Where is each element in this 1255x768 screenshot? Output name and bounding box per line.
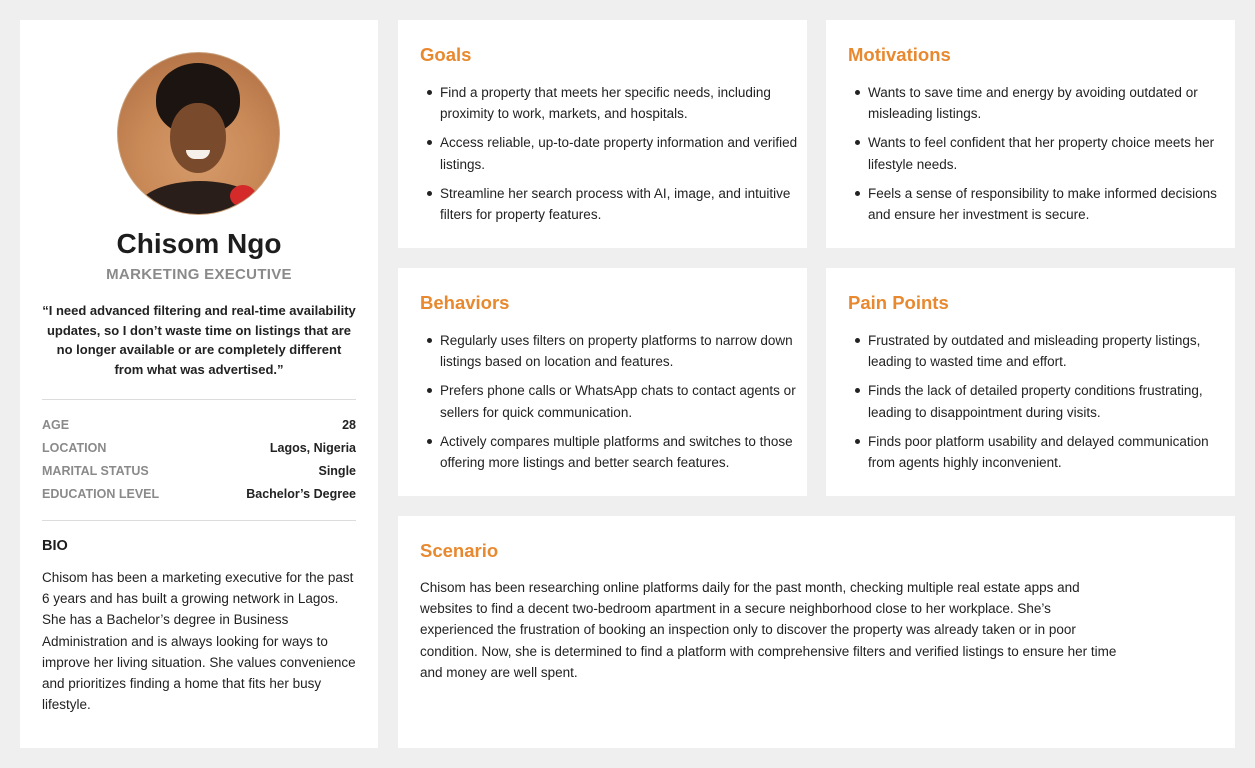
attribute-value: 28 bbox=[342, 418, 356, 432]
goals-heading: Goals bbox=[420, 44, 472, 65]
behaviors-heading: Behaviors bbox=[420, 292, 510, 313]
bio-heading: BIO bbox=[42, 538, 68, 554]
list-item: Streamline her search process with AI, image, and intuitive filters for property features. bbox=[420, 183, 800, 225]
attribute-label: AGE bbox=[42, 418, 70, 432]
attribute-label: MARITAL STATUS bbox=[42, 464, 149, 478]
persona-quote: “I need advanced filtering and real-time availability updates, so I don’t waste time on listings that are no longer available or are completely different from what was advertised.” bbox=[42, 303, 356, 377]
list-item: Wants to save time and energy by avoiding outdated or misleading listings. bbox=[848, 82, 1228, 124]
behaviors-card bbox=[398, 268, 807, 496]
attribute-row-age bbox=[42, 415, 356, 435]
list-item: Finds the lack of detailed property conditions frustrating, leading to disappointment during visits. bbox=[848, 380, 1228, 422]
divider bbox=[42, 520, 356, 521]
attribute-label: EDUCATION LEVEL bbox=[42, 487, 160, 501]
persona-profile-card bbox=[20, 20, 378, 748]
attribute-row-location bbox=[42, 438, 356, 458]
scenario-heading: Scenario bbox=[420, 540, 499, 561]
list-item: Wants to feel confident that her property choice meets her lifestyle needs. bbox=[848, 132, 1228, 174]
attribute-value: Lagos, Nigeria bbox=[269, 441, 356, 455]
attribute-value: Bachelor’s Degree bbox=[246, 487, 356, 501]
attribute-value: Single bbox=[318, 464, 356, 478]
motivations-card bbox=[826, 20, 1235, 248]
attribute-row-education-level bbox=[42, 484, 356, 504]
motivations-list bbox=[848, 82, 1228, 233]
behaviors-list bbox=[420, 330, 800, 481]
goals-list bbox=[420, 82, 800, 233]
attribute-label: LOCATION bbox=[42, 441, 107, 455]
persona-name: Chisom Ngo bbox=[116, 228, 282, 259]
pain-points-heading: Pain Points bbox=[848, 292, 949, 313]
attribute-row-marital-status bbox=[42, 461, 356, 481]
list-item: Prefers phone calls or WhatsApp chats to contact agents or sellers for quick communication. bbox=[420, 380, 800, 422]
list-item: Finds poor platform usability and delayed communication from agents highly inconvenient. bbox=[848, 431, 1228, 473]
motivations-heading: Motivations bbox=[848, 44, 951, 65]
list-item: Actively compares multiple platforms and switches to those offering more listings and better search features. bbox=[420, 431, 800, 473]
scenario-text: Chisom has been researching online platforms daily for the past month, checking multiple real estate apps and websites to find a decent two-bedroom apartment in a secure neighborhood close to her workplace. She’s experienced the frustration of booking an inspection only to discover the property was already taken or in poor condition. Now, she is determined to find a platform with comprehensive filters and verified listings to ensure her time and money are well spent. bbox=[420, 580, 1117, 680]
scenario-card bbox=[398, 516, 1235, 748]
list-item: Find a property that meets her specific needs, including proximity to work, markets, and hospitals. bbox=[420, 82, 800, 124]
goals-card bbox=[398, 20, 807, 248]
bio-text: Chisom has been a marketing executive for the past 6 years and has built a growing network in Lagos. She has a Bachelor’s degree in Business Administration and is always looking for ways to improve her living situation. She values convenience and prioritizes finding a home that fits her busy lifestyle. bbox=[42, 570, 356, 713]
list-item: Access reliable, up-to-date property information and verified listings. bbox=[420, 132, 800, 174]
list-item: Regularly uses filters on property platforms to narrow down listings based on location and features. bbox=[420, 330, 800, 372]
persona-role: MARKETING EXECUTIVE bbox=[106, 266, 292, 283]
pain-points-list bbox=[848, 330, 1228, 481]
list-item: Feels a sense of responsibility to make informed decisions and ensure her investment is secure. bbox=[848, 183, 1228, 225]
avatar bbox=[117, 52, 280, 215]
divider bbox=[42, 399, 356, 400]
list-item: Frustrated by outdated and misleading property listings, leading to wasted time and effort. bbox=[848, 330, 1228, 372]
pain-points-card bbox=[826, 268, 1235, 496]
